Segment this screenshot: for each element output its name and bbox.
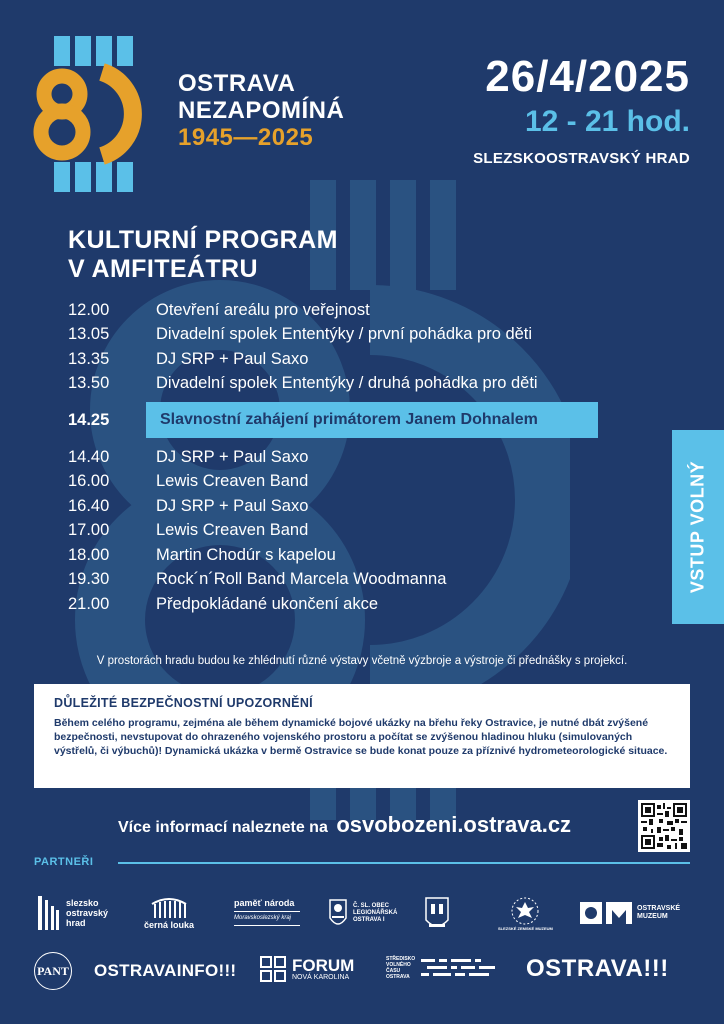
schedule-row-highlight [68,401,628,439]
schedule-event: Divadelní spolek Ententýky / první pohádka pro děti [156,325,533,344]
partner-pant [34,952,72,990]
program-title-line2: V AMFITEÁTRU [68,255,258,283]
partner-muzeum-line1: OSTRAVSKÉ [637,905,681,912]
schedule-time: 18.00 [68,545,110,564]
legion-emblem-icon [328,896,348,930]
partner-ostrava [526,955,669,983]
schedule-event: DJ SRP + Paul Saxo [156,496,309,515]
schedule-event: Otevření areálu pro veřejnost [156,300,370,319]
schedule-time: 13.35 [68,349,110,368]
cerna-louka-icon [150,896,188,918]
schedule-event: Rock´n´Roll Band Marcela Woodmanna [156,570,447,589]
partner-ostravske-muzeum [580,902,680,924]
schedule-row [68,347,628,372]
schedule-event: DJ SRP + Paul Saxo [156,447,309,466]
schedule-time: 14.40 [68,447,110,466]
event-venue: SLEZSKOOSTRAVSKÝ HRAD [473,150,690,167]
forum-grid-icon [260,956,286,982]
event-title [178,70,344,152]
schedule-row [68,323,628,348]
partner-ostravainfo [94,961,236,981]
schedule-event: Lewis Creaven Band [156,521,309,540]
program-title [68,226,338,284]
schedule-event: Předpokládané ukončení akce [156,594,378,613]
partner-legion-line3: OSTRAVA I [353,916,385,923]
title-ostrava: OSTRAVA [178,70,296,97]
schedule-row [68,543,628,568]
free-entry-badge [672,430,724,624]
partner-pamet-line1: paměť národa [234,898,295,908]
partner-hrad-line2: ostravský [66,908,109,918]
schedule-time: 14.25 [68,410,110,429]
eagle-emblem-icon [510,896,540,926]
schedule-row [68,298,628,323]
partner-svc-ostrava [386,956,495,980]
partner-svc-line4: OSTRAVA [386,974,410,980]
partner-slezskoostravsky-hrad [36,896,108,930]
partner-slezske-muzeum-label: SLEZSKÉ ZEMSKÉ MUZEUM [498,926,553,931]
safety-warning-title: DŮLEŽITÉ BEZPEČNOSTNÍ UPOZORNĚNÍ [54,696,313,710]
exhibition-note: V prostorách hradu budou ke zhlédnutí různé výstavy včetně výzbroje a výstroje či přednášky s projekcí. [96,655,628,667]
program-title-line1: KULTURNÍ PROGRAM [68,226,338,254]
schedule-time: 16.40 [68,496,110,515]
more-info-url[interactable]: osvobozeni.ostrava.cz [336,812,572,837]
schedule-row [68,470,628,495]
schedule-row [68,519,628,544]
safety-warning-text: Během celého programu, zejména ale během dynamické bojové ukázky na břehu řeky Ostravice, je nutné dbát zvýšené bezpečnosti, nevstupovat do ohrazeného vojenského prostoru a počítat se zvýšenou hladinou hluku (simulovaných výstřelů, či výbuchů)! Dynamická ukázka v bermě Ostravice se bude konat pouze za příznivé hydrometeorologické situace. [54,717,668,757]
more-info [118,812,571,838]
partner-pamet-line2: Moravskoslezský kraj [234,915,292,921]
castle-icon [36,896,60,930]
schedule-time: 16.00 [68,472,110,491]
schedule-row [68,445,628,470]
partner-legionarska-obec [328,896,397,930]
partner-svc-line3: ČASU [386,968,401,974]
title-nezapomina: NEZAPOMÍNÁ [178,97,345,124]
city-district-emblem-icon [424,896,450,932]
partner-legion-line1: Č. SL. OBEC [353,902,390,909]
partner-ostrava-label: OSTRAVA!!! [526,955,669,982]
schedule-time: 13.05 [68,325,110,344]
schedule-row [68,494,628,519]
partner-cerna-louka [144,896,194,930]
ostravske-muzeum-icon [580,902,632,924]
partners-label: PARTNEŘI [34,856,94,868]
more-info-lead: Více informací naleznete na [118,819,328,836]
80-anniversary-logo [30,36,160,192]
partner-svc-line1: STŘEDISKO [386,956,416,962]
pamet-divider [234,911,300,912]
title-years: 1945—2025 [178,124,314,151]
schedule-row [68,372,628,397]
schedule-time: 12.00 [68,300,110,319]
schedule-row [68,568,628,593]
schedule-time: 19.30 [68,570,110,589]
safety-warning-box [34,684,690,788]
partner-muzeum-line2: MUZEUM [637,913,668,920]
pamet-divider-bottom [234,925,300,926]
partner-forum-line2: NOVÁ KAROLINA [292,974,350,981]
schedule-event: Martin Chodúr s kapelou [156,545,336,564]
svc-pattern-icon [421,957,495,979]
qr-code[interactable] [638,800,690,852]
partner-pamet-naroda [234,898,300,926]
qr-code-image [641,803,687,849]
partner-forum-line1: FORUM [292,956,355,975]
schedule-event: Lewis Creaven Band [156,472,309,491]
schedule-event: Divadelní spolek Ententýky / druhá pohádka pro děti [156,374,538,393]
partners-divider [118,862,690,864]
schedule-event-highlight: Slavnostní zahájení primátorem Janem Dohnalem [146,402,598,438]
event-info [473,52,690,170]
schedule-time: 21.00 [68,594,110,613]
schedule-event: DJ SRP + Paul Saxo [156,349,309,368]
schedule-row [68,592,628,617]
schedule-time: 13.50 [68,374,110,393]
partner-forum-nova-karolina [260,956,354,982]
partner-cerna-louka-label: černá louka [144,920,195,930]
partner-slezske-zemske-muzeum [498,896,553,931]
partner-legion-line2: LEGIONÁŘSKÁ [353,909,398,916]
program-schedule [68,298,628,617]
partner-pant-label: PANT [37,963,69,978]
partner-hrad-line1: slezsko [66,898,99,908]
free-entry-label: VSTUP VOLNÝ [687,460,708,594]
partner-ostravainfo-label: OSTRAVAINFO!!! [94,961,237,980]
partner-hrad-line3: hrad [66,918,86,928]
event-date: 26/4/2025 [485,52,690,101]
partner-svc-line2: VOLNÉHO [386,962,411,968]
event-hours: 12 - 21 hod. [524,105,690,138]
schedule-time: 17.00 [68,521,110,540]
